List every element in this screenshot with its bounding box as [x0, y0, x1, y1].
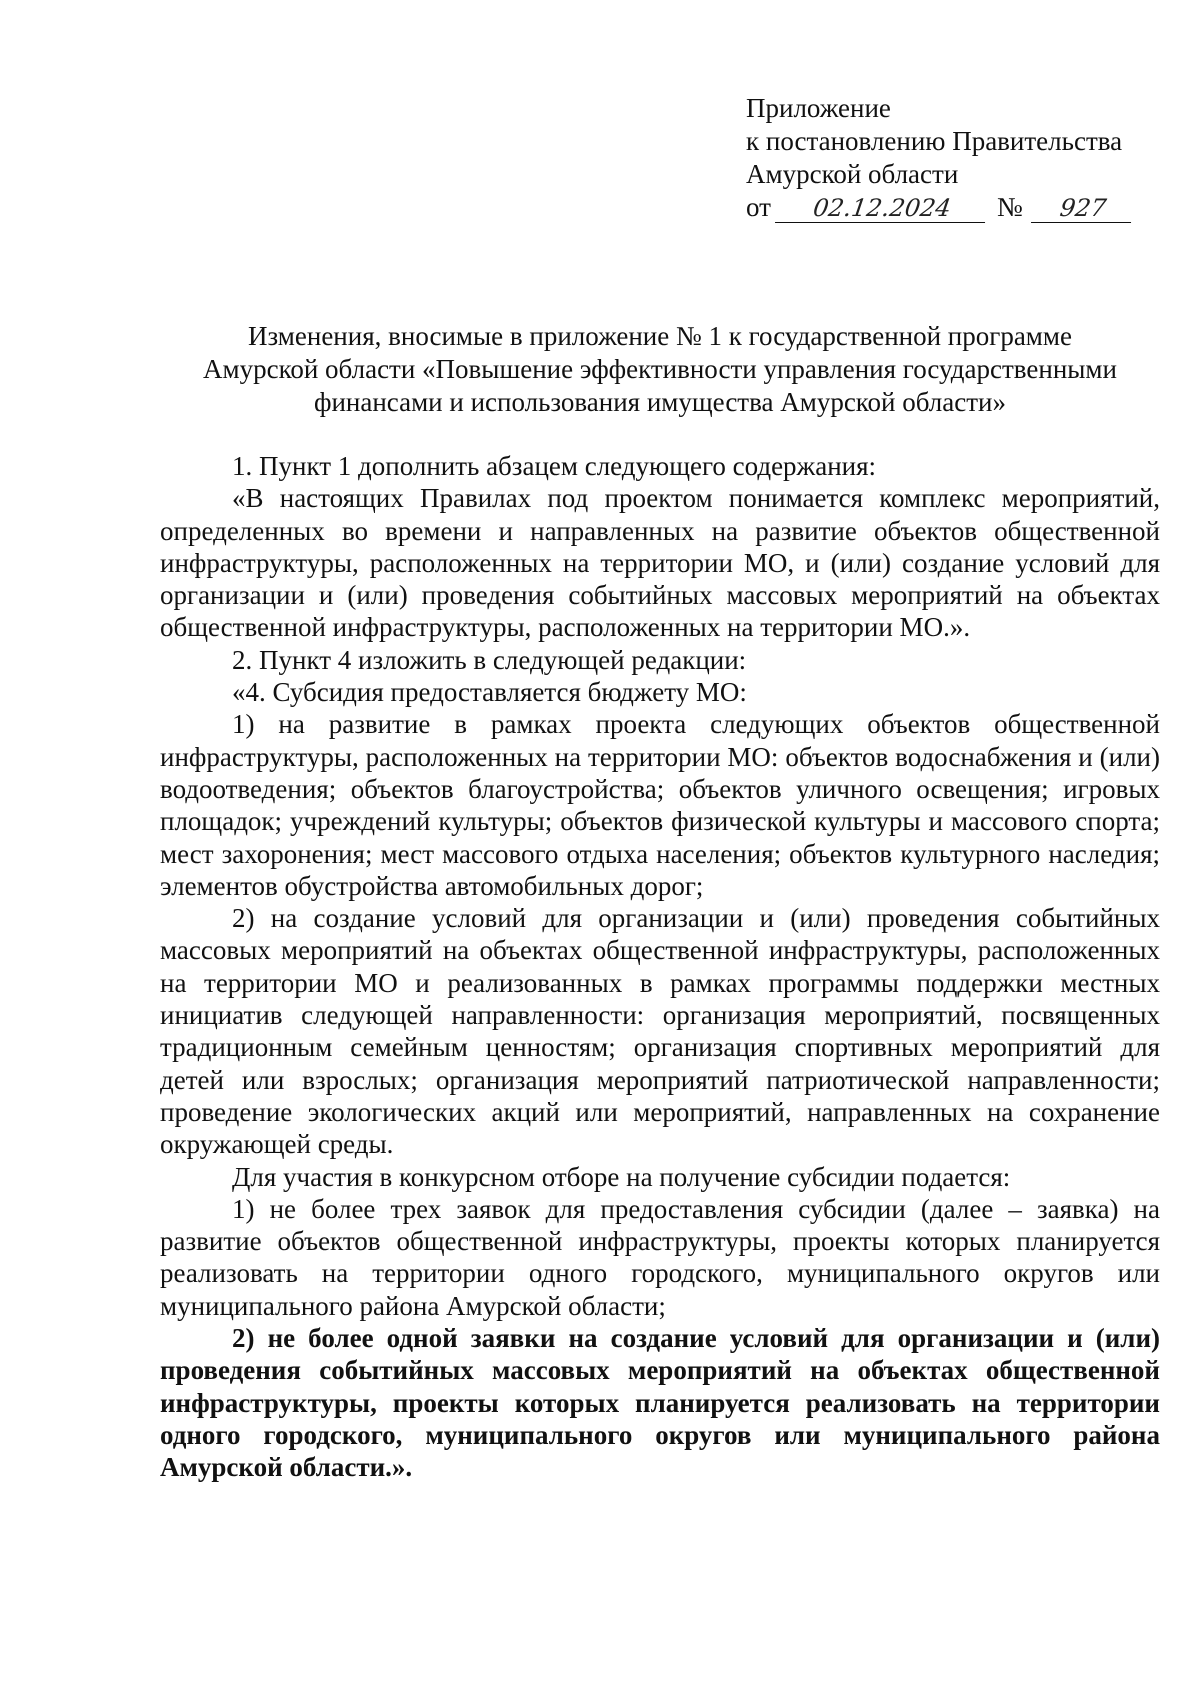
handwritten-number: 927	[1031, 194, 1135, 223]
paragraph-participation: Для участия в конкурсном отборе на получение субсидии подается:	[232, 1161, 1011, 1192]
paragraph-application-2: 2) не более одной заявки на создание условий для организации и (или) проведения событийных массовых мероприятий на объектах общественной инфраструктуры, проекты которых планируется реализовать на территории одного городского, муниципального округов или муниципального района Амурской области.».	[160, 1323, 1160, 1483]
appendix-line-2: к постановлению Правительства	[746, 126, 1123, 156]
appendix-header	[746, 92, 1166, 224]
paragraph-definition: «В настоящих Правилах под проектом понимается комплекс мероприятий, определенных во времени и направленных на развитие объектов общественной инфраструктуры, расположенных на территории МО, и (или) создание условий для организации и (или) проведения событийных массовых мероприятий на объектах общественной инфраструктуры, расположенных на территории МО.».	[160, 483, 1160, 643]
handwritten-date: 02.12.2024	[775, 194, 989, 223]
paragraph-subsidy: «4. Субсидия предоставляется бюджету МО:	[232, 677, 747, 708]
appendix-date-line	[746, 191, 1166, 224]
title-line-2: Амурской области «Повышение эффективности управления государственными	[203, 354, 1117, 384]
title-line-1: Изменения, вносимые в приложение № 1 к государственной программе	[248, 321, 1072, 351]
paragraph-item-1: 1. Пункт 1 дополнить абзацем следующего содержания:	[232, 451, 877, 481]
paragraph-item-2: 2. Пункт 4 изложить в следующей редакции:	[232, 644, 747, 675]
appendix-line-3: Амурской области	[746, 159, 959, 189]
paragraph-application-1: 1) не более трех заявок для предоставления субсидии (далее – заявка) на развитие объектов общественной инфраструктуры, проекты которых планируется реализовать на территории одного городского, муниципального округов или муниципального района Амурской области;	[160, 1193, 1160, 1321]
title-line-3: финансами и использования имущества Амурской области»	[313, 387, 1007, 417]
paragraph-subitem-1: 1) на развитие в рамках проекта следующих объектов общественной инфраструктуры, расположенных на территории МО: объектов водоснабжения и (или) водоотведения; объектов благоустройства; объектов уличного освещения; игровых площадок; учреждений культуры; объектов физической культуры и массового спорта; мест захоронения; мест массового отдыха населения; объектов культурного наследия; элементов обустройства автомобильных дорог;	[160, 709, 1160, 901]
document-title	[150, 320, 1170, 419]
paragraph-subitem-2: 2) на создание условий для организации и (или) проведения событийных массовых мероприятий на объектах общественной инфраструктуры, расположенных на территории МО и реализованных в рамках программы поддержки местных инициатив следующей направленности: организация мероприятий, посвященных традиционным семейным ценностям; организация спортивных мероприятий для детей или взрослых; организация мероприятий патриотической направленности; проведение экологических акций или мероприятий, направленных на сохранение окружающей среды.	[160, 903, 1160, 1160]
document-body	[160, 450, 1160, 1484]
appendix-line-1: Приложение	[746, 93, 891, 123]
number-sign: №	[996, 192, 1023, 222]
date-prefix: от	[746, 192, 771, 222]
